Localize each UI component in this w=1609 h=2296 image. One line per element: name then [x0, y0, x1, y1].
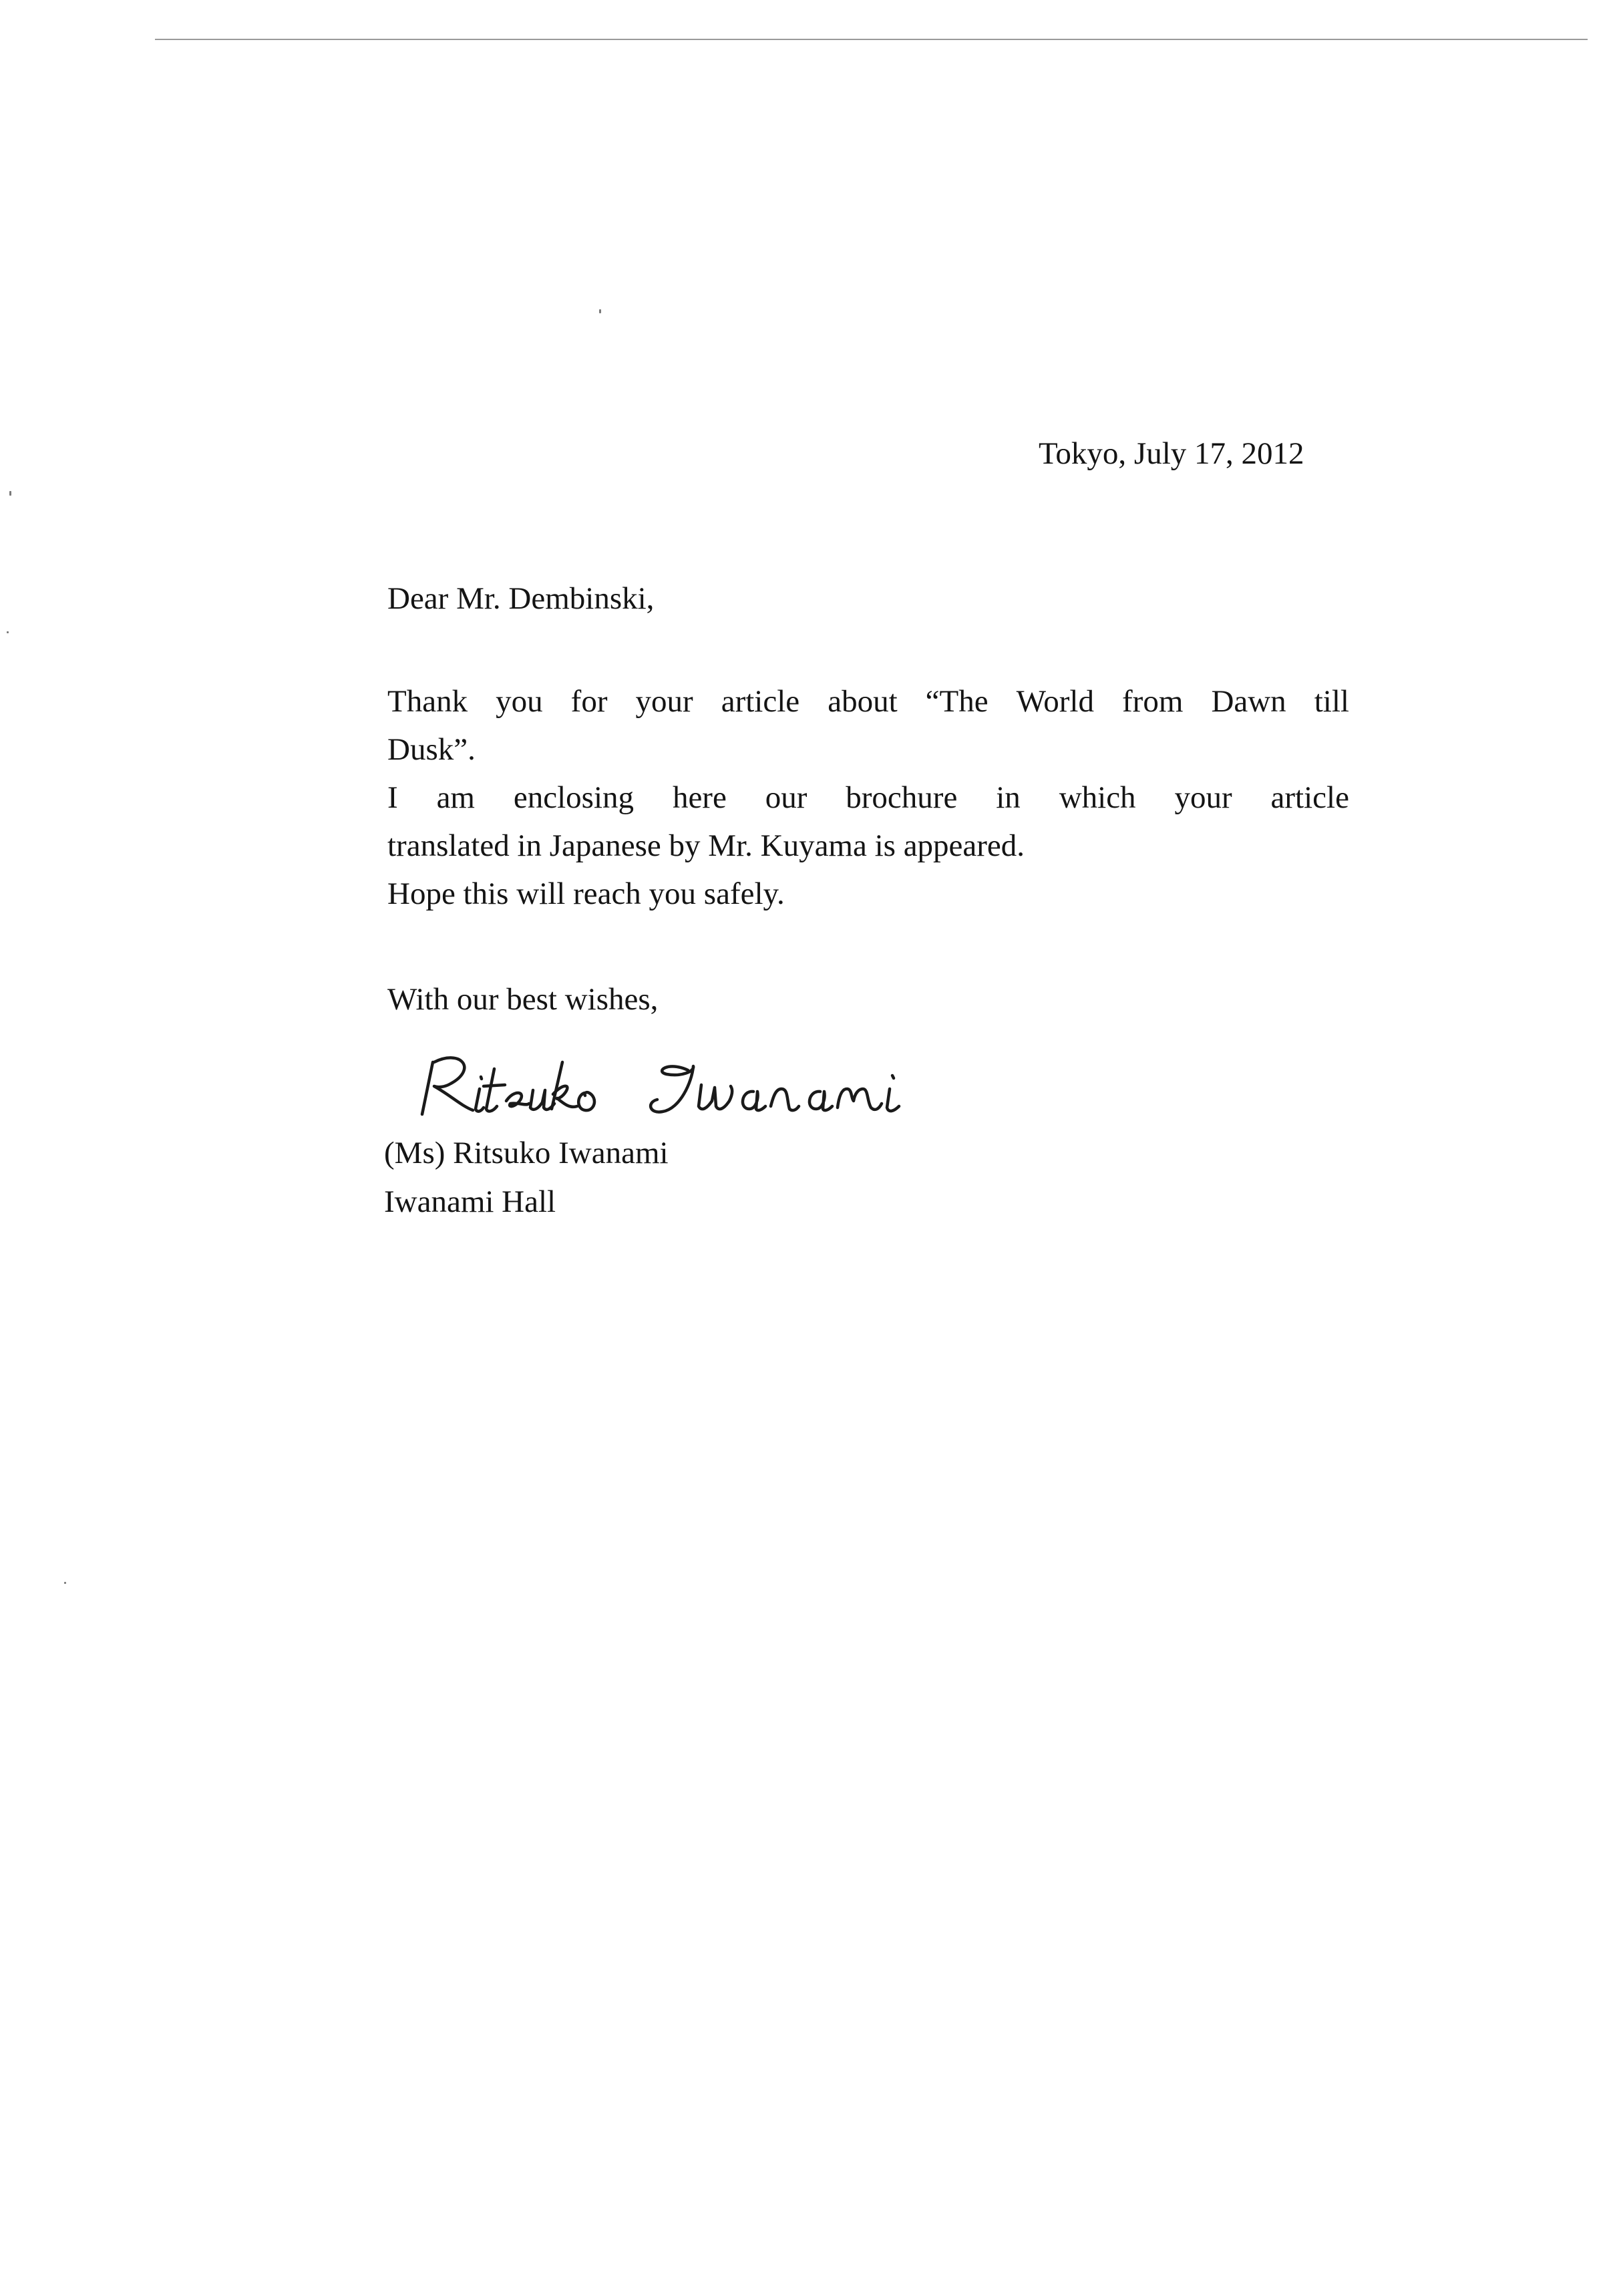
word: your	[1174, 780, 1232, 815]
letter-body	[387, 677, 1349, 918]
scan-speck	[7, 631, 9, 633]
word: I	[387, 780, 398, 815]
word: in	[996, 780, 1021, 815]
signature-block	[384, 1129, 669, 1226]
word: here	[672, 780, 727, 815]
signature-drawing	[414, 1042, 989, 1129]
word: your	[635, 684, 693, 719]
word: am	[436, 780, 475, 815]
word: from	[1122, 684, 1184, 719]
paragraph-2-line-3: Hope this will reach you safely.	[387, 876, 785, 911]
signer-name: (Ms) Ritsuko Iwanami	[384, 1136, 669, 1170]
closing-line: With our best wishes,	[387, 982, 659, 1017]
word: which	[1059, 780, 1136, 815]
paragraph-2-line-2: translated in Japanese by Mr. Kuyama is appeared.	[387, 828, 1025, 863]
word: World	[1016, 684, 1094, 719]
word: for	[570, 684, 608, 719]
organization-name: Iwanami Hall	[384, 1184, 556, 1219]
scan-edge-line	[155, 39, 1588, 40]
scan-speck	[64, 1582, 66, 1584]
word: enclosing	[513, 780, 635, 815]
word: article	[1270, 780, 1349, 815]
paragraph-2-line-1	[387, 774, 1349, 822]
word: “The	[925, 684, 989, 719]
handwritten-signature	[414, 1042, 989, 1129]
word: Thank	[387, 684, 468, 719]
word: our	[765, 780, 808, 815]
word: till	[1314, 684, 1349, 719]
salutation: Dear Mr. Dembinski,	[387, 581, 655, 616]
paragraph-1-line-2: Dusk”.	[387, 732, 476, 767]
word: Dawn	[1211, 684, 1286, 719]
paragraph-1-line-1	[387, 677, 1349, 725]
word: you	[496, 684, 543, 719]
letter-date: Tokyo, July 17, 2012	[1039, 436, 1304, 471]
word: brochure	[846, 780, 958, 815]
word: article	[721, 684, 800, 719]
word: about	[828, 684, 898, 719]
scan-speck	[9, 491, 11, 496]
scan-speck	[599, 309, 601, 313]
